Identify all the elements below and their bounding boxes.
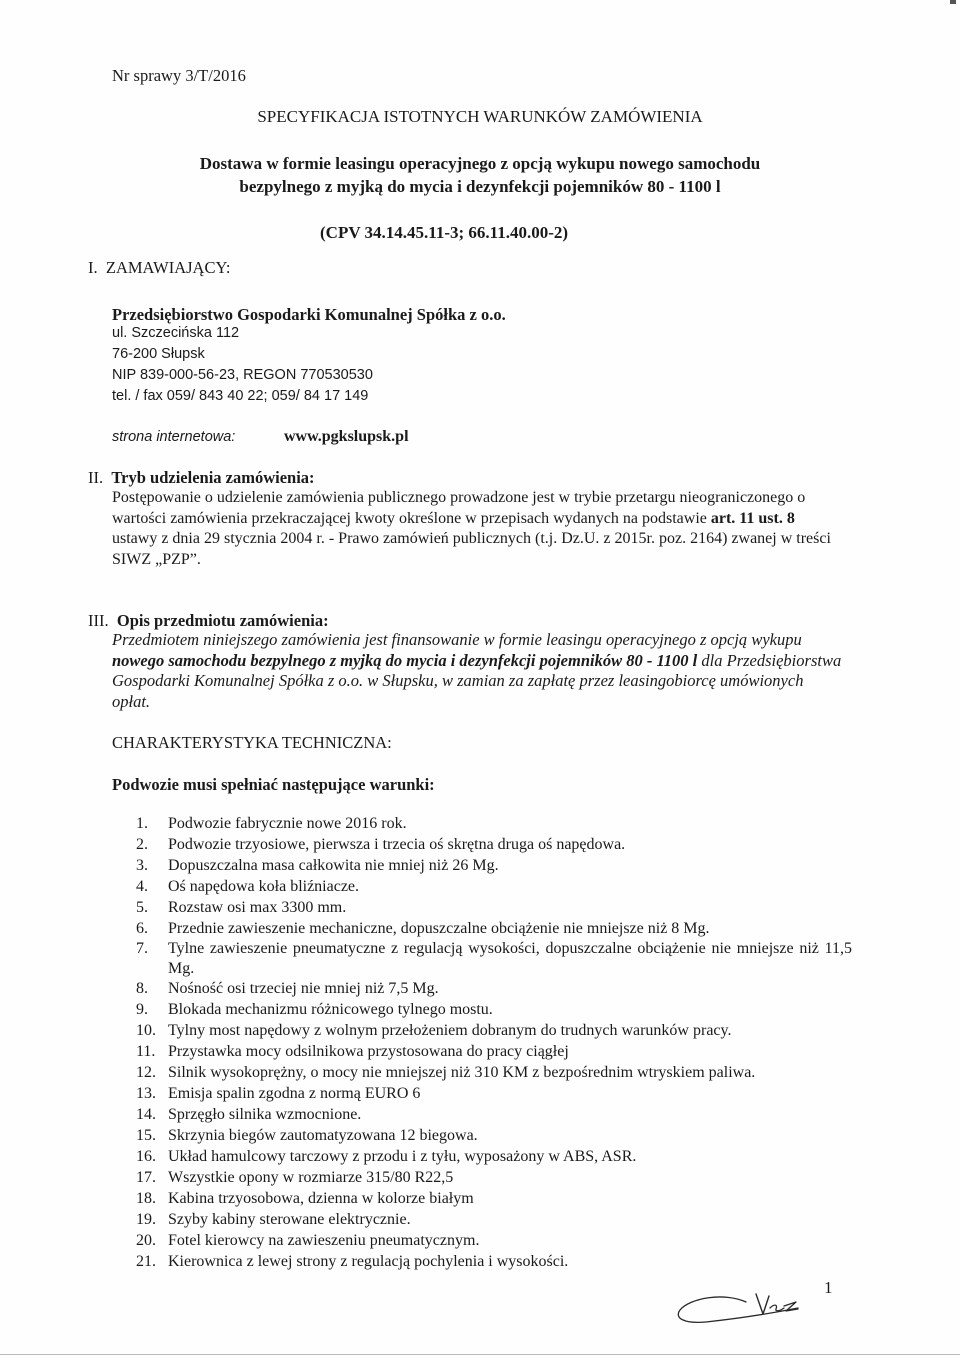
contracting-authority-name: Przedsiębiorstwo Gospodarki Komunalnej Spółka z o.o.: [112, 305, 506, 324]
list-item: 10. Tylny most napędowy z wolnym przełożeniem dobranym do trudnych warunków pracy.: [136, 1022, 732, 1039]
list-item: 6. Przednie zawieszenie mechaniczne, dopuszczalne obciążenie nie mniejsze niż 8 Mg.: [136, 920, 710, 937]
scan-bottom-edge: [0, 1354, 960, 1355]
section-2-paragraph: Postępowanie o udzielenie zamówienia publicznego prowadzone jest w trybie przetargu nieograniczonego o wartości zamówienia przekraczającej kwoty określone w przepisach wydanych na podstawie art. 11 ust. 8 ustawy z dnia 29 stycznia 2004 r. - Prawo zamówień publicznych (t.j. Dz.U. z 2015r. poz. 2164) zwanej w treści SIWZ „PZP”.: [112, 489, 831, 568]
list-item: 13. Emisja spalin zgodna z normą EURO 6: [136, 1085, 421, 1102]
section-2-heading: II. Tryb udzielenia zamówienia:: [88, 468, 315, 487]
phone-fax: tel. / fax 059/ 843 40 22; 059/ 84 17 149: [112, 388, 369, 404]
list-item: 5. Rozstaw osi max 3300 mm.: [136, 899, 347, 916]
cpv-codes: (CPV 34.14.45.11-3; 66.11.40.00-2): [320, 223, 569, 242]
tax-ids: NIP 839-000-56-23, REGON 770530530: [112, 367, 373, 383]
list-item: 17. Wszystkie opony w rozmiarze 315/80 R22,5: [136, 1169, 454, 1186]
list-item: 14. Sprzęgło silnika wzmocnione.: [136, 1106, 362, 1123]
requirements-list: [112, 813, 852, 1272]
section-3-paragraph: Przedmiotem niniejszego zamówienia jest finansowanie w formie leasingu operacyjnego z opcją wykupu nowego samochodu bezpylnego z myjką do mycia i dezynfekcji pojemników 80 - 1100 l dla Przedsiębiorstwa Gospodarki Komunalnej Spółka z o.o. w Słupsku, w zamian za zapłatę przez leasingobiorcę umówionych opłat.: [112, 630, 842, 711]
handwritten-signature: [672, 1284, 822, 1334]
list-item: 20. Fotel kierowcy na zawieszeniu pneumatycznym.: [136, 1232, 480, 1249]
chassis-requirements-heading: Podwozie musi spełniać następujące warunki:: [112, 775, 435, 794]
list-item: 9. Blokada mechanizmu różnicowego tylnego mostu.: [136, 1001, 493, 1018]
list-item: 8. Nośność osi trzeciej nie mniej niż 7,5 Mg.: [136, 980, 439, 997]
section-3-heading: III. Opis przedmiotu zamówienia:: [88, 611, 329, 630]
address-street: ul. Szczecińska 112: [112, 325, 240, 341]
list-item: 15. Skrzynia biegów zautomatyzowana 12 biegowa.: [136, 1127, 478, 1144]
document-title: SPECYFIKACJA ISTOTNYCH WARUNKÓW ZAMÓWIENIA: [257, 107, 703, 126]
website-label: strona internetowa:: [112, 429, 236, 445]
subject-line-1: Dostawa w formie leasingu operacyjnego z opcją wykupu nowego samochodu: [199, 154, 761, 173]
list-item: 4. Oś napędowa koła bliźniacze.: [136, 878, 360, 895]
address-city: 76-200 Słupsk: [112, 346, 205, 362]
scan-edge-mark: [950, 0, 956, 4]
list-item: 3. Dopuszczalna masa całkowita nie mniej niż 26 Mg.: [136, 857, 499, 874]
list-item: 19. Szyby kabiny sterowane elektrycznie.: [136, 1211, 411, 1228]
list-item: 16. Układ hamulcowy tarczowy z przodu i z tyłu, wyposażony w ABS, ASR.: [136, 1148, 637, 1165]
list-item: 18. Kabina trzyosobowa, dzienna w kolorze białym: [136, 1190, 474, 1207]
page-number: 1: [824, 1278, 833, 1297]
section-1-heading: I. ZAMAWIAJĄCY:: [88, 258, 231, 277]
list-item: 12. Silnik wysokoprężny, o mocy nie mniejszej niż 310 KM z bezpośrednim wtryskiem paliwa.: [136, 1064, 756, 1081]
subject-line-2: bezpylnego z myjką do mycia i dezynfekcji pojemników 80 - 1100 l: [239, 177, 721, 196]
list-item: 21. Kierownica z lewej strony z regulacją pochylenia i wysokości.: [136, 1253, 569, 1270]
case-number: Nr sprawy 3/T/2016: [112, 66, 246, 85]
list-item: 11. Przystawka mocy odsilnikowa przystosowana do pracy ciągłej: [136, 1043, 569, 1060]
website-link[interactable]: www.pgkslupsk.pl: [284, 428, 409, 445]
list-item: 7. Tylne zawieszenie pneumatyczne z regulacją wysokości, dopuszczalne obciążenie nie mniejsze niż 11,5 Mg.: [136, 940, 852, 977]
list-item: 2. Podwozie trzyosiowe, pierwsza i trzecia oś skrętna druga oś napędowa.: [136, 836, 626, 853]
technical-characteristics-heading: CHARAKTERYSTYKA TECHNICZNA:: [112, 733, 392, 752]
list-item: 1. Podwozie fabrycznie nowe 2016 rok.: [136, 815, 407, 832]
